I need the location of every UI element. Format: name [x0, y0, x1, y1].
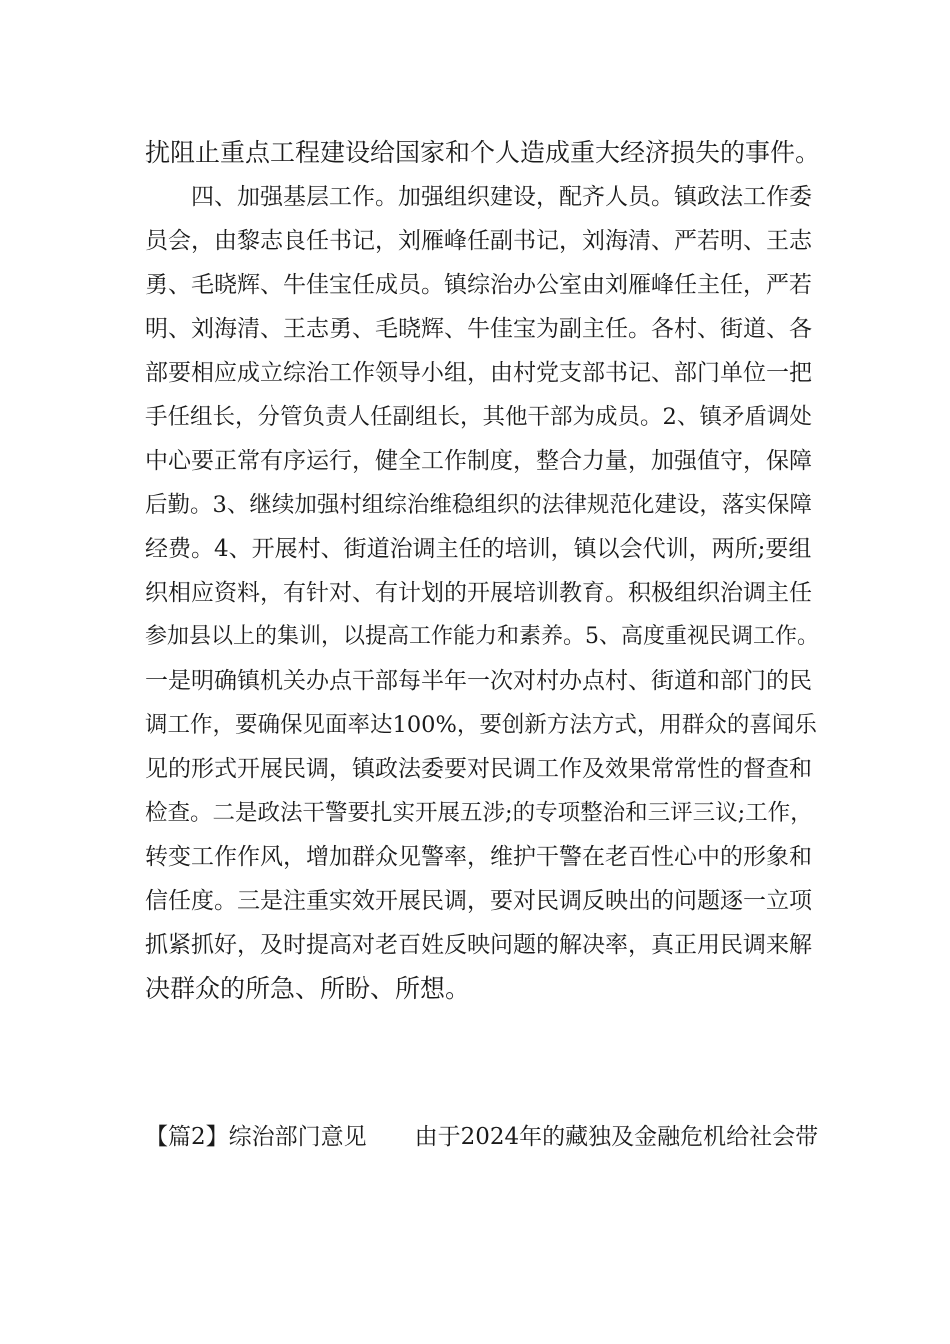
- paragraph-line: 部要相应成立综治工作领导小组，由村党支部书记、部门单位一把: [145, 360, 812, 386]
- paragraph-line: 检查。二是政法干警要扎实开展五涉;的专项整治和三评三议;工作，: [145, 800, 813, 826]
- section-2-text: 由于2024年的藏独及金融危机给社会带: [414, 1124, 819, 1150]
- paragraph-line: 四、加强基层工作。加强组织建设，配齐人员。镇政法工作委: [191, 184, 812, 210]
- paragraph-line: 抓紧抓好，及时提高对老百姓反映问题的解决率，真正用民调来解: [145, 932, 812, 958]
- paragraph-line: 织相应资料，有针对、有计划的开展培训教育。积极组织治调主任: [145, 580, 812, 606]
- paragraph-line: 员会，由黎志良任书记，刘雁峰任副书记，刘海清、严若明、王志: [145, 228, 812, 254]
- paragraph-line: 一是明确镇机关办点干部每半年一次对村办点村、街道和部门的民: [145, 668, 812, 694]
- paragraph-line: 参加县以上的集训，以提高工作能力和素养。5、高度重视民调工作。: [145, 624, 819, 649]
- paragraph-line: 扰阻止重点工程建设给国家和个人造成重大经济损失的事件。: [145, 138, 821, 167]
- section-2-heading: 【篇2】综治部门意见: [145, 1124, 367, 1150]
- paragraph-line: 经费。4、开展村、街道治调主任的培训，镇以会代训，两所;要组: [145, 536, 812, 562]
- paragraph-line: 中心要正常有序运行，健全工作制度，整合力量，加强值守，保障: [145, 448, 812, 474]
- paragraph-line: 手任组长，分管负责人任副组长，其他干部为成员。2、镇矛盾调处: [145, 404, 812, 430]
- paragraph-line: 后勤。3、继续加强村组综治维稳组织的法律规范化建设，落实保障: [145, 492, 812, 518]
- paragraph-line: 转变工作作风，增加群众见警率，维护干警在老百性心中的形象和: [145, 844, 812, 870]
- section-2-line: [145, 1117, 818, 1157]
- paragraph-line: 明、刘海清、王志勇、毛晓辉、牛佳宝为副主任。各村、街道、各: [145, 316, 812, 342]
- paragraph-line: 见的形式开展民调，镇政法委要对民调工作及效果常常性的督查和: [145, 756, 812, 782]
- paragraph-line: 信任度。三是注重实效开展民调，要对民调反映出的问题逐一立项: [145, 888, 812, 914]
- paragraph-line: 决群众的所急、所盼、所想。: [145, 974, 471, 1003]
- paragraph-line: 勇、毛晓辉、牛佳宝任成员。镇综治办公室由刘雁峰任主任，严若: [145, 272, 812, 298]
- paragraph-line: 调工作，要确保见面率达100%，要创新方法方式，用群众的喜闻乐: [145, 712, 817, 738]
